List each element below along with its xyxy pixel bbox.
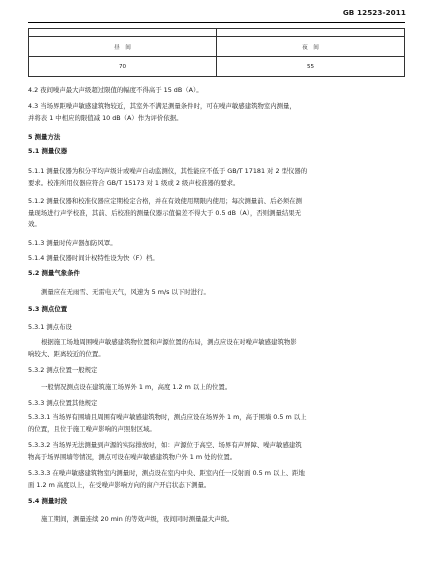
text-line: 4.3 当场界距噪声敏感建筑物较近，其室外不满足测量条件时，可在噪声敏感建筑物室内测量， [28,102,296,110]
text-line: 物高于场界围墙等情况，测点可设在噪声敏感建筑物户外 1 m 处的位置。 [28,452,237,461]
para-5-4: 施工期间，测量连续 20 min 的等效声级，夜间同时测量最大声级。 [41,515,234,523]
para-4-3 [28,101,406,124]
text-line: 效。 [28,220,41,229]
para-5-3-2: 一般情况测点设在建筑施工场界外 1 m，高度 1.2 m 以上的位置。 [41,383,232,391]
section-5-3-1-heading: 5.3.1 测点布设 [28,323,72,331]
noise-limit-table [28,28,405,77]
para-5-1-1 [28,166,406,189]
text-line: 5.3.3.2 当场界无法测量到声源的实际排放时，如：声源位于高空、场界有声屏障、噪声敏感建筑 [28,441,302,449]
para-5-2: 测量应在无雨雪、无雷电天气，风速为 5 m/s 以下时进行。 [41,288,210,296]
text-line: 量现场进行声学校准，其前、后校准的测量仪器示值偏差不得大于 0.5 dB（A），否则测量结果无 [28,208,302,217]
text-line: 面 1.2 m 高度以上，在受噪声影响方向的窗户开启状态下测量。 [28,480,211,489]
para-5-3-3-1 [28,412,406,435]
header-nighttime: 夜 间 [217,37,405,57]
para-5-3-3-3 [28,468,406,491]
section-5-1-heading: 5.1 测量仪器 [28,147,68,155]
section-5-3-2-heading: 5.3.2 测点位置一般规定 [28,366,98,374]
text-line: 响较大、距离较近的位置。 [28,349,105,358]
table-cell [217,29,405,37]
text-line: 5.3.3.1 当场界有围墙且周围有噪声敏感建筑物时，测点应设在场界外 1 m，高于围墙 0.5 m 以上 [28,413,307,421]
para-5-1-3: 5.1.3 测量时传声器加防风罩。 [28,239,117,247]
para-5-3-1 [28,337,419,360]
para-5-3-3-2 [28,440,406,463]
section-5-3-heading: 5.3 测点位置 [28,305,68,313]
table-row [29,29,405,37]
text-line: 5.1.2 测量仪器和校准仪器应定期检定合格，并在有效使用期限内使用；每次测量前、后必须在测 [28,197,302,205]
header-daytime: 昼 间 [29,37,217,57]
text-line: 的位置，且位于施工噪声影响的声照射区域。 [28,424,156,433]
para-5-1-4: 5.1.4 测量仪器时间计权特性设为快（F）档。 [28,254,159,262]
text-line: 并将表 1 中相应的限值减 10 dB（A）作为评价依据。 [28,113,183,122]
value-nighttime: 55 [217,57,405,77]
header-rule [28,22,405,23]
para-5-1-2 [28,196,406,231]
text-line: 5.1.1 测量仪器为积分平均声级计或噪声自动监测仪，其性能应不低于 GB/T 17181 对 2 型仪器的 [28,167,308,175]
section-5-heading: 5 测量方法 [28,133,61,141]
section-5-2-heading: 5.2 测量气象条件 [28,269,80,277]
text-line: 根据施工场地周围噪声敏感建筑物位置和声源位置的布局，测点应设在对噪声敏感建筑物影 [41,338,297,346]
table-cell [29,29,217,37]
text-line: 5.3.3.3 在噪声敏感建筑物室内测量时，测点设在室内中央、距室内任一反射面 0.5 m 以上、距地 [28,469,305,477]
text-line: 4.2 夜间噪声最大声级超过限值的幅度不得高于 15 dB（A）。 [28,86,203,94]
text-line: 要求。校准所用仪器应符合 GB/T 15173 对 1 级或 2 级声校准器的要求。 [28,178,240,187]
table-header-row [29,37,405,57]
section-5-3-3-heading: 5.3.3 测点位置其他规定 [28,399,98,407]
value-daytime: 70 [29,57,217,77]
section-5-4-heading: 5.4 测量时段 [28,497,68,505]
standard-number: GB 12523-2011 [342,8,406,17]
para-4-2 [28,85,406,97]
table-row [29,57,405,77]
